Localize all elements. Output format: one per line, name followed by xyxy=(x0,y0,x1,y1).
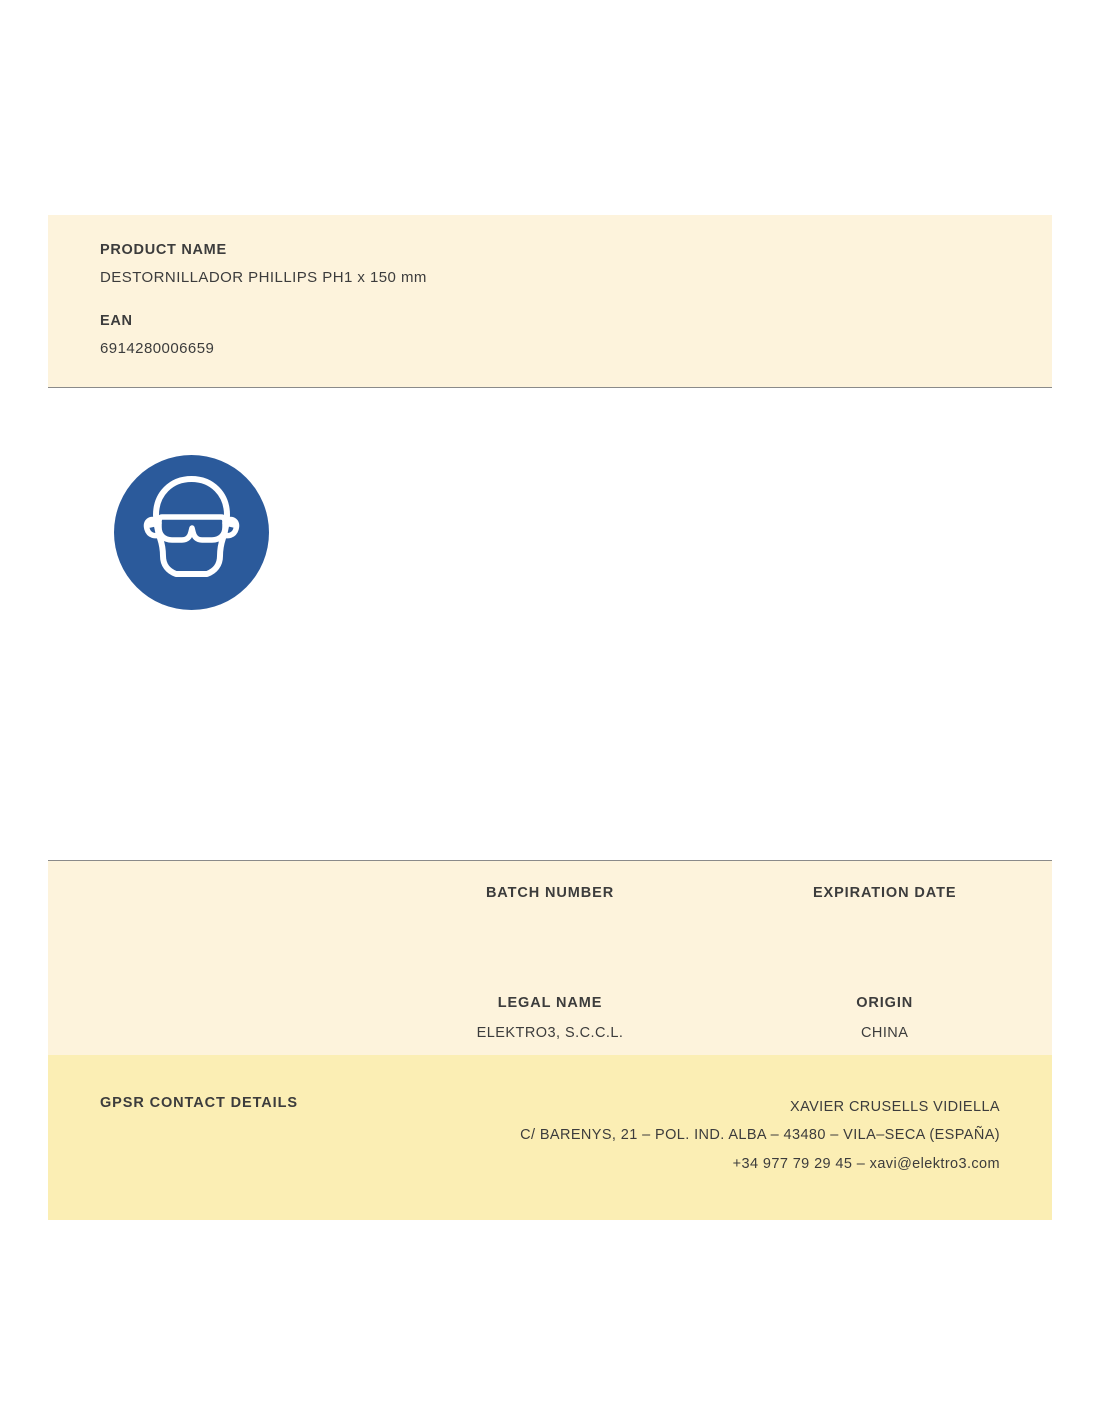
gpsr-contact-phone-email: +34 977 79 29 45 – xavi@elektro3.com xyxy=(732,1155,1000,1172)
gpsr-contact-details xyxy=(520,1093,1000,1178)
legal-name-value: ELEKTRO3, S.C.C.L. xyxy=(476,1024,624,1041)
info-block xyxy=(48,860,1052,1073)
batch-number-value xyxy=(393,912,708,932)
origin-cell xyxy=(717,993,1052,1044)
info-row-gap xyxy=(48,932,1052,993)
ean-label: EAN xyxy=(100,313,133,329)
origin-label: ORIGIN xyxy=(856,995,914,1012)
info-row-legal xyxy=(48,993,1052,1044)
legal-name-label: LEGAL NAME xyxy=(497,995,603,1012)
batch-number-cell xyxy=(383,883,718,932)
gpsr-contact-label: GPSR CONTACT DETAILS xyxy=(100,1095,298,1111)
gpsr-contact-block xyxy=(48,1055,1052,1220)
expiration-date-cell xyxy=(717,883,1052,932)
product-name-label: PRODUCT NAME xyxy=(100,242,227,258)
product-info-block xyxy=(48,215,1052,388)
gpsr-contact-name: XAVIER CRUSELLS VIDIELLA xyxy=(790,1099,1000,1115)
info-row-batch xyxy=(48,883,1052,932)
pictogram-area xyxy=(48,440,1052,840)
eye-protection-icon xyxy=(114,455,269,610)
batch-number-label: BATCH NUMBER xyxy=(485,885,615,901)
gpsr-contact-address: C/ BARENYS, 21 – POL. IND. ALBA – 43480 – VILA–SECA (ESPAÑA) xyxy=(520,1127,1000,1144)
product-name-value: DESTORNILLADOR PHILLIPS PH1 x 150 mm xyxy=(100,269,427,286)
expiration-date-value xyxy=(727,912,1042,932)
expiration-date-label: EXPIRATION DATE xyxy=(812,885,957,901)
ean-value: 6914280006659 xyxy=(100,340,215,357)
info-cell-empty xyxy=(48,883,383,932)
origin-value: CHINA xyxy=(860,1024,909,1041)
legal-name-cell xyxy=(383,993,718,1044)
info-cell-empty-2 xyxy=(48,993,383,1044)
